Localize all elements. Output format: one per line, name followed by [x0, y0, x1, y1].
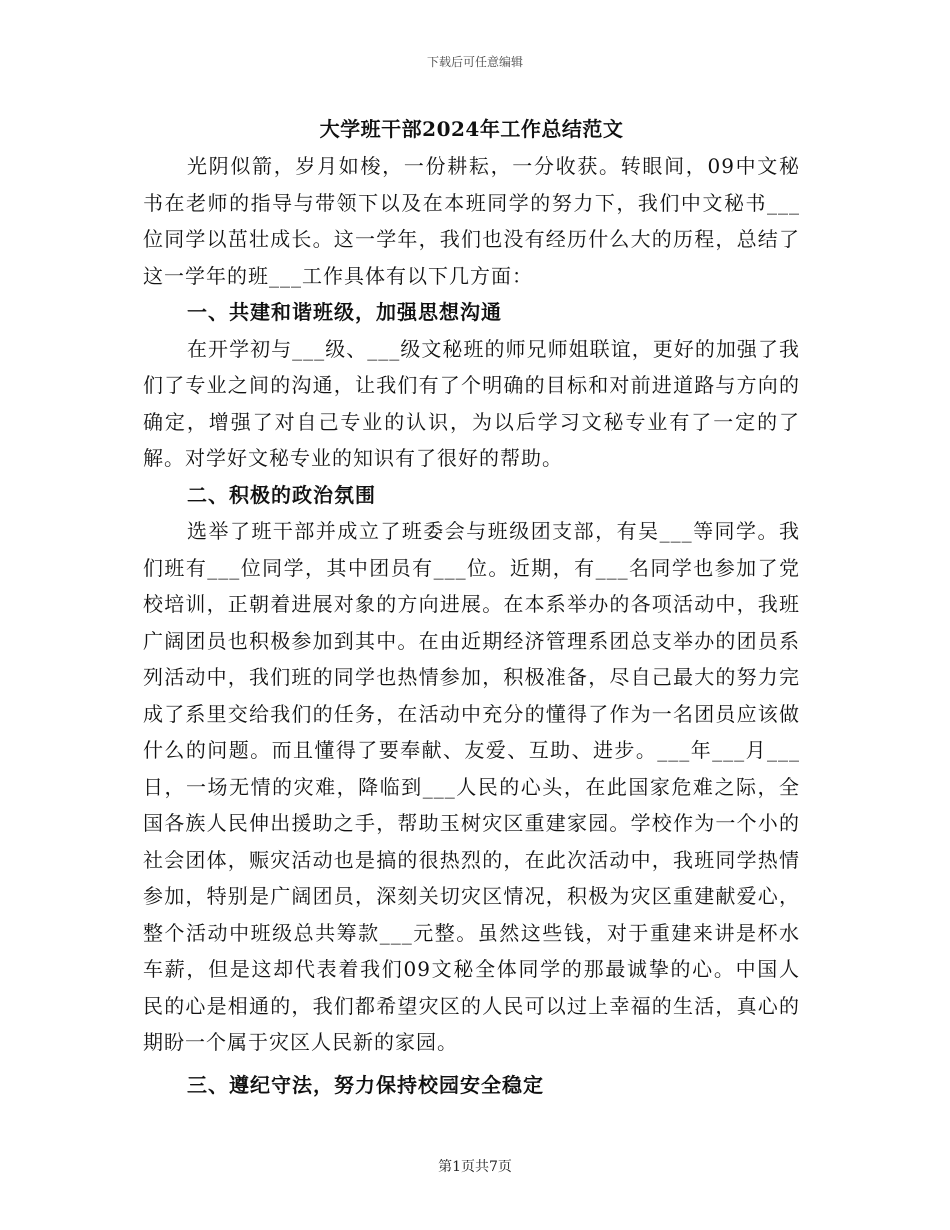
document-body	[143, 117, 800, 1097]
paragraph-intro: 光阴似箭，岁月如梭，一份耕耘，一分收获。转眼间，09中文秘书在老师的指导与带领下以及在本班同学的努力下，我们中文秘书___位同学以茁壮成长。这一学年，我们也没有经历什么大的历程，总结了这一学年的班___工作具体有以下几方面：	[143, 154, 800, 288]
document-paragraphs	[143, 148, 800, 1103]
paragraph-section-2: 选举了班干部并成立了班委会与班级团支部，有吴___等同学。我们班有___位同学，其中团员有___位。近期，有___名同学也参加了党校培训，正朝着进展对象的方向进展。在本系举办的各项活动中，我班广阔团员也积极参加到其中。在由近期经济管理系团总支举办的团员系列活动中，我们班的同学也热情参加，积极准备，尽自己最大的努力完成了系里交给我们的任务，在活动中充分的懂得了作为一名团员应该做什么的问题。而且懂得了要奉献、友爱、互助、进步。___年___月___日，一场无情的灾难，降临到___人民的心头，在此国家危难之际，全国各族人民伸出援助之手，帮助玉树灾区重建家园。学校作为一个小的社会团体，赈灾活动也是搞的很热烈的，在此次活动中，我班同学热情参加，特别是广阔团员，深刻关切灾区情况，积极为灾区重建献爱心，整个活动中班级总共筹款___元整。虽然这些钱，对于重建来讲是杯水车薪，但是这却代表着我们09文秘全体同学的那最诚挚的心。中国人民的心是相通的，我们都希望灾区的人民可以过上幸福的生活，真心的期盼一个属于灾区人民新的家园。	[143, 519, 800, 1054]
section-heading-2: 二、积极的政治氛围	[187, 482, 376, 507]
section-heading-1: 一、共建和谐班级，加强思想沟通	[187, 300, 502, 324]
document-title: 大学班干部2024年工作总结范文	[319, 117, 624, 141]
paragraph-section-1: 在开学初与___级、___级文秘班的师兄师姐联谊，更好的加强了我们了专业之间的沟通，让我们有了个明确的目标和对前进道路与方向的确定，增强了对自己专业的认识，为以后学习文秘专业有了一定的了解。对学好文秘专业的知识有了很好的帮助。	[143, 336, 800, 470]
page-header-note: 下载后可任意编辑	[426, 55, 523, 69]
section-heading-3: 三、遵纪守法，努力保持校园安全稳定	[187, 1072, 544, 1097]
page-number: 第1页共7页	[438, 1159, 512, 1175]
